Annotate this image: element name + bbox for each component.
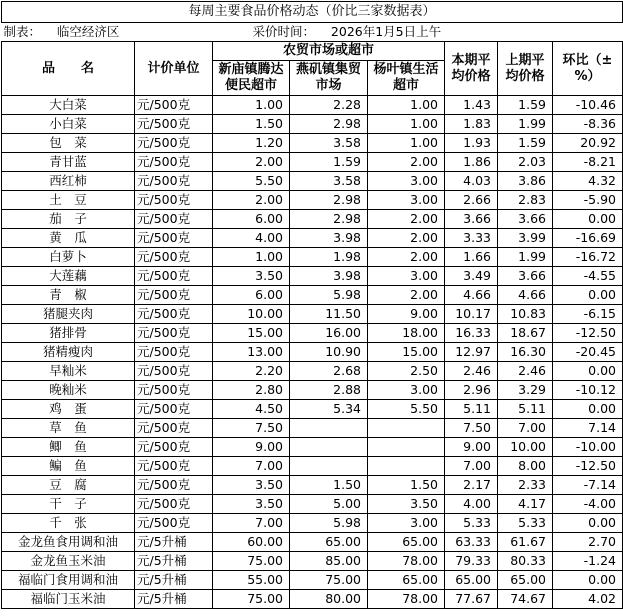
- row-avg-last-price: 1.59: [498, 134, 553, 153]
- row-unit-cell: 元/500克: [135, 305, 213, 324]
- table-row: [2, 514, 623, 533]
- row-market-1-price: 2.00: [213, 153, 290, 172]
- row-avg-this-price: 2.66: [445, 191, 498, 210]
- row-avg-this-price: 2.17: [445, 476, 498, 495]
- row-market-2-price: 2.28: [290, 96, 368, 115]
- row-market-3-price: 3.00: [368, 191, 445, 210]
- header-unit: 计价单位: [135, 42, 213, 96]
- row-market-1-price: 7.50: [213, 419, 290, 438]
- row-market-2-price: 16.00: [290, 324, 368, 343]
- price-table-sheet: [1, 1, 622, 614]
- row-avg-last-price: 10.00: [498, 438, 553, 457]
- row-unit-cell: 元/500克: [135, 324, 213, 343]
- row-avg-last-price: 2.33: [498, 476, 553, 495]
- row-avg-last-price: 3.99: [498, 229, 553, 248]
- row-avg-last-price: 2.46: [498, 362, 553, 381]
- row-market-2-price: 1.59: [290, 153, 368, 172]
- row-name-cell: 早籼米: [2, 362, 135, 381]
- row-market-3-price: 1.00: [368, 134, 445, 153]
- row-ratio-value: -20.45: [553, 343, 623, 362]
- table-row: [2, 134, 623, 153]
- table-row: [2, 210, 623, 229]
- row-ratio-value: 0.00: [553, 286, 623, 305]
- row-avg-last-price: 5.33: [498, 514, 553, 533]
- row-market-1-price: 7.00: [213, 514, 290, 533]
- row-avg-this-price: 1.86: [445, 153, 498, 172]
- row-market-2-price: [290, 419, 368, 438]
- maker-label: 制表：: [3, 24, 42, 39]
- header-avg-last: 上期平均价格: [498, 42, 553, 96]
- row-ratio-value: 0.00: [553, 400, 623, 419]
- row-market-3-price: 1.50: [368, 476, 445, 495]
- header-ratio: 环比（±%）: [553, 42, 623, 96]
- row-market-2-price: 2.68: [290, 362, 368, 381]
- row-unit-cell: 元/500克: [135, 115, 213, 134]
- row-avg-last-price: 1.99: [498, 248, 553, 267]
- row-market-3-price: 3.50: [368, 495, 445, 514]
- row-market-1-price: 60.00: [213, 533, 290, 552]
- row-avg-last-price: 65.00: [498, 571, 553, 590]
- row-ratio-value: 4.32: [553, 172, 623, 191]
- row-avg-this-price: 2.96: [445, 381, 498, 400]
- row-market-3-price: 78.00: [368, 590, 445, 609]
- row-market-2-price: 2.98: [290, 191, 368, 210]
- row-market-3-price: 3.00: [368, 381, 445, 400]
- row-avg-last-price: 80.33: [498, 552, 553, 571]
- table-row: [2, 343, 623, 362]
- header-market-group: 农贸市场或超市: [213, 42, 445, 61]
- table-row: [2, 419, 623, 438]
- row-market-1-price: 15.00: [213, 324, 290, 343]
- row-market-1-price: 4.50: [213, 400, 290, 419]
- row-market-1-price: 1.00: [213, 248, 290, 267]
- row-market-3-price: [368, 438, 445, 457]
- table-row: [2, 153, 623, 172]
- time-cell: [213, 23, 623, 42]
- table-row: [2, 248, 623, 267]
- row-market-2-price: 65.00: [290, 533, 368, 552]
- maker-cell: [2, 23, 213, 42]
- row-market-2-price: 3.98: [290, 267, 368, 286]
- row-unit-cell: 元/500克: [135, 438, 213, 457]
- row-market-3-price: 65.00: [368, 571, 445, 590]
- row-market-1-price: 1.50: [213, 115, 290, 134]
- row-avg-last-price: 74.67: [498, 590, 553, 609]
- row-market-2-price: 5.34: [290, 400, 368, 419]
- row-name-cell: 鸡 蛋: [2, 400, 135, 419]
- row-market-2-price: 1.98: [290, 248, 368, 267]
- header-market-1: 新庙镇腾达便民超市: [213, 61, 290, 96]
- row-name-cell: 青 椒: [2, 286, 135, 305]
- row-unit-cell: 元/500克: [135, 362, 213, 381]
- row-name-cell: 包 菜: [2, 134, 135, 153]
- table-row: [2, 438, 623, 457]
- row-name-cell: 大莲藕: [2, 267, 135, 286]
- row-market-1-price: 3.50: [213, 267, 290, 286]
- table-row: [2, 495, 623, 514]
- row-avg-this-price: 3.66: [445, 210, 498, 229]
- row-name-cell: 晚籼米: [2, 381, 135, 400]
- row-unit-cell: 元/500克: [135, 514, 213, 533]
- row-market-1-price: 4.00: [213, 229, 290, 248]
- row-market-3-price: 18.00: [368, 324, 445, 343]
- row-market-2-price: 2.98: [290, 115, 368, 134]
- row-market-1-price: 1.20: [213, 134, 290, 153]
- row-avg-this-price: 12.97: [445, 343, 498, 362]
- header-name: 品 名: [2, 42, 135, 96]
- table-row: [2, 476, 623, 495]
- row-ratio-value: 0.00: [553, 210, 623, 229]
- table-row: [2, 590, 623, 609]
- table-row: [2, 229, 623, 248]
- row-ratio-value: 20.92: [553, 134, 623, 153]
- row-unit-cell: 元/5升桶: [135, 590, 213, 609]
- row-market-2-price: 3.58: [290, 172, 368, 191]
- row-avg-last-price: 16.30: [498, 343, 553, 362]
- row-avg-last-price: 4.17: [498, 495, 553, 514]
- row-avg-this-price: 77.67: [445, 590, 498, 609]
- row-unit-cell: 元/500克: [135, 400, 213, 419]
- row-unit-cell: 元/500克: [135, 229, 213, 248]
- row-avg-this-price: 1.66: [445, 248, 498, 267]
- time-value: 2026年1月5日上午: [330, 24, 442, 39]
- row-unit-cell: 元/500克: [135, 476, 213, 495]
- row-name-cell: 茄 子: [2, 210, 135, 229]
- row-ratio-value: -12.50: [553, 457, 623, 476]
- row-name-cell: 黄 瓜: [2, 229, 135, 248]
- row-name-cell: 猪腿夹肉: [2, 305, 135, 324]
- row-avg-last-price: 3.66: [498, 267, 553, 286]
- row-name-cell: 干 子: [2, 495, 135, 514]
- table-row: [2, 571, 623, 590]
- row-name-cell: 西红柿: [2, 172, 135, 191]
- row-avg-this-price: 4.00: [445, 495, 498, 514]
- table-title: 每周主要食品价格动态（价比三家数据表）: [2, 2, 623, 23]
- row-market-3-price: 2.00: [368, 248, 445, 267]
- row-name-cell: 小白菜: [2, 115, 135, 134]
- row-name-cell: 金龙鱼食用调和油: [2, 533, 135, 552]
- row-unit-cell: 元/500克: [135, 248, 213, 267]
- row-avg-this-price: 63.33: [445, 533, 498, 552]
- table-row: [2, 381, 623, 400]
- table-row: [2, 324, 623, 343]
- row-market-3-price: 2.00: [368, 153, 445, 172]
- row-market-2-price: 3.98: [290, 229, 368, 248]
- row-ratio-value: -16.72: [553, 248, 623, 267]
- row-ratio-value: -6.15: [553, 305, 623, 324]
- row-avg-last-price: 4.66: [498, 286, 553, 305]
- row-ratio-value: 4.02: [553, 590, 623, 609]
- row-market-2-price: [290, 457, 368, 476]
- row-unit-cell: 元/500克: [135, 191, 213, 210]
- row-ratio-value: -4.55: [553, 267, 623, 286]
- row-name-cell: 千 张: [2, 514, 135, 533]
- row-market-1-price: 2.80: [213, 381, 290, 400]
- row-market-2-price: 5.00: [290, 495, 368, 514]
- table-row: [2, 286, 623, 305]
- row-ratio-value: 7.14: [553, 419, 623, 438]
- table-row: [2, 96, 623, 115]
- row-ratio-value: -5.90: [553, 191, 623, 210]
- row-avg-last-price: 1.99: [498, 115, 553, 134]
- row-market-2-price: 80.00: [290, 590, 368, 609]
- row-market-1-price: 3.50: [213, 495, 290, 514]
- row-avg-last-price: 3.29: [498, 381, 553, 400]
- row-name-cell: 白萝卜: [2, 248, 135, 267]
- row-ratio-value: 0.00: [553, 514, 623, 533]
- row-avg-this-price: 7.00: [445, 457, 498, 476]
- row-avg-last-price: 2.03: [498, 153, 553, 172]
- row-market-3-price: 1.00: [368, 115, 445, 134]
- row-unit-cell: 元/500克: [135, 134, 213, 153]
- row-avg-this-price: 4.66: [445, 286, 498, 305]
- row-ratio-value: -8.36: [553, 115, 623, 134]
- row-unit-cell: 元/500克: [135, 210, 213, 229]
- row-avg-this-price: 5.33: [445, 514, 498, 533]
- row-ratio-value: -4.00: [553, 495, 623, 514]
- table-row: [2, 172, 623, 191]
- table-row: [2, 457, 623, 476]
- row-unit-cell: 元/500克: [135, 267, 213, 286]
- time-label: 采价时间：: [252, 24, 316, 39]
- row-name-cell: 福临门食用调和油: [2, 571, 135, 590]
- row-market-2-price: 85.00: [290, 552, 368, 571]
- row-unit-cell: 元/500克: [135, 153, 213, 172]
- row-avg-this-price: 1.93: [445, 134, 498, 153]
- row-avg-last-price: 8.00: [498, 457, 553, 476]
- table-body: [2, 96, 623, 609]
- row-avg-this-price: 1.43: [445, 96, 498, 115]
- row-avg-this-price: 10.17: [445, 305, 498, 324]
- row-avg-last-price: 18.67: [498, 324, 553, 343]
- row-unit-cell: 元/500克: [135, 381, 213, 400]
- row-market-2-price: [290, 438, 368, 457]
- row-avg-last-price: 3.86: [498, 172, 553, 191]
- row-market-2-price: 11.50: [290, 305, 368, 324]
- row-unit-cell: 元/5升桶: [135, 533, 213, 552]
- row-ratio-value: -12.50: [553, 324, 623, 343]
- row-avg-last-price: 5.11: [498, 400, 553, 419]
- row-market-3-price: 65.00: [368, 533, 445, 552]
- row-market-3-price: 15.00: [368, 343, 445, 362]
- table-row: [2, 533, 623, 552]
- row-market-1-price: 1.00: [213, 96, 290, 115]
- row-avg-this-price: 4.03: [445, 172, 498, 191]
- row-market-1-price: 75.00: [213, 552, 290, 571]
- row-name-cell: 猪精瘦肉: [2, 343, 135, 362]
- row-market-2-price: 10.90: [290, 343, 368, 362]
- table-row: [2, 267, 623, 286]
- table-row: [2, 400, 623, 419]
- row-market-3-price: 5.50: [368, 400, 445, 419]
- row-ratio-value: 0.00: [553, 362, 623, 381]
- row-unit-cell: 元/500克: [135, 457, 213, 476]
- row-avg-this-price: 5.11: [445, 400, 498, 419]
- row-unit-cell: 元/500克: [135, 96, 213, 115]
- row-market-3-price: 78.00: [368, 552, 445, 571]
- row-market-1-price: 9.00: [213, 438, 290, 457]
- row-market-3-price: [368, 419, 445, 438]
- row-avg-this-price: 3.33: [445, 229, 498, 248]
- row-unit-cell: 元/500克: [135, 495, 213, 514]
- row-avg-this-price: 9.00: [445, 438, 498, 457]
- row-market-1-price: 3.50: [213, 476, 290, 495]
- table-row: [2, 115, 623, 134]
- row-name-cell: 豆 腐: [2, 476, 135, 495]
- row-market-3-price: 3.00: [368, 172, 445, 191]
- row-avg-this-price: 3.49: [445, 267, 498, 286]
- row-market-3-price: 3.00: [368, 267, 445, 286]
- row-market-1-price: 75.00: [213, 590, 290, 609]
- row-avg-this-price: 16.33: [445, 324, 498, 343]
- row-unit-cell: 元/500克: [135, 172, 213, 191]
- row-ratio-value: -10.12: [553, 381, 623, 400]
- row-market-2-price: 2.98: [290, 210, 368, 229]
- row-avg-this-price: 7.50: [445, 419, 498, 438]
- row-market-1-price: 2.20: [213, 362, 290, 381]
- row-unit-cell: 元/5升桶: [135, 552, 213, 571]
- row-market-1-price: 6.00: [213, 210, 290, 229]
- row-market-1-price: 10.00: [213, 305, 290, 324]
- row-name-cell: 鲫 鱼: [2, 438, 135, 457]
- row-ratio-value: -16.69: [553, 229, 623, 248]
- row-market-2-price: 75.00: [290, 571, 368, 590]
- row-unit-cell: 元/5升桶: [135, 571, 213, 590]
- row-market-2-price: 3.58: [290, 134, 368, 153]
- row-ratio-value: -10.00: [553, 438, 623, 457]
- row-avg-last-price: 3.66: [498, 210, 553, 229]
- row-market-1-price: 13.00: [213, 343, 290, 362]
- row-avg-last-price: 7.00: [498, 419, 553, 438]
- table-row: [2, 362, 623, 381]
- row-ratio-value: -1.24: [553, 552, 623, 571]
- row-market-2-price: 1.50: [290, 476, 368, 495]
- row-market-3-price: 2.00: [368, 286, 445, 305]
- row-ratio-value: -8.21: [553, 153, 623, 172]
- row-unit-cell: 元/500克: [135, 286, 213, 305]
- table-row: [2, 552, 623, 571]
- header-avg-this: 本期平均价格: [445, 42, 498, 96]
- header-market-3: 杨叶镇生活超市: [368, 61, 445, 96]
- row-name-cell: 大白菜: [2, 96, 135, 115]
- row-market-1-price: 6.00: [213, 286, 290, 305]
- row-market-3-price: 2.00: [368, 229, 445, 248]
- row-avg-last-price: 61.67: [498, 533, 553, 552]
- row-name-cell: 青甘蓝: [2, 153, 135, 172]
- row-avg-last-price: 2.83: [498, 191, 553, 210]
- maker-value: 临空经济区: [56, 24, 120, 39]
- row-market-1-price: 5.50: [213, 172, 290, 191]
- row-avg-last-price: 1.59: [498, 96, 553, 115]
- table-row: [2, 305, 623, 324]
- row-name-cell: 鳊 鱼: [2, 457, 135, 476]
- table-row: [2, 191, 623, 210]
- row-market-2-price: 2.88: [290, 381, 368, 400]
- row-market-3-price: 2.00: [368, 210, 445, 229]
- row-ratio-value: -7.14: [553, 476, 623, 495]
- row-name-cell: 草 鱼: [2, 419, 135, 438]
- row-ratio-value: 2.70: [553, 533, 623, 552]
- row-market-2-price: 5.98: [290, 514, 368, 533]
- row-market-3-price: 3.00: [368, 514, 445, 533]
- price-table: [1, 1, 623, 609]
- row-name-cell: 土 豆: [2, 191, 135, 210]
- row-name-cell: 猪排骨: [2, 324, 135, 343]
- row-market-3-price: 2.50: [368, 362, 445, 381]
- row-avg-this-price: 2.46: [445, 362, 498, 381]
- row-name-cell: 福临门玉米油: [2, 590, 135, 609]
- row-ratio-value: 0.00: [553, 571, 623, 590]
- row-market-2-price: 5.98: [290, 286, 368, 305]
- row-market-1-price: 2.00: [213, 191, 290, 210]
- row-unit-cell: 元/500克: [135, 343, 213, 362]
- row-avg-this-price: 79.33: [445, 552, 498, 571]
- row-name-cell: 金龙鱼玉米油: [2, 552, 135, 571]
- row-ratio-value: -10.46: [553, 96, 623, 115]
- header-market-2: 燕矶镇集贸市场: [290, 61, 368, 96]
- row-avg-last-price: 10.83: [498, 305, 553, 324]
- row-unit-cell: 元/500克: [135, 419, 213, 438]
- row-market-1-price: 55.00: [213, 571, 290, 590]
- row-avg-this-price: 65.00: [445, 571, 498, 590]
- row-avg-this-price: 1.83: [445, 115, 498, 134]
- row-market-3-price: 1.00: [368, 96, 445, 115]
- row-market-3-price: 9.00: [368, 305, 445, 324]
- row-market-1-price: 7.00: [213, 457, 290, 476]
- row-market-3-price: [368, 457, 445, 476]
